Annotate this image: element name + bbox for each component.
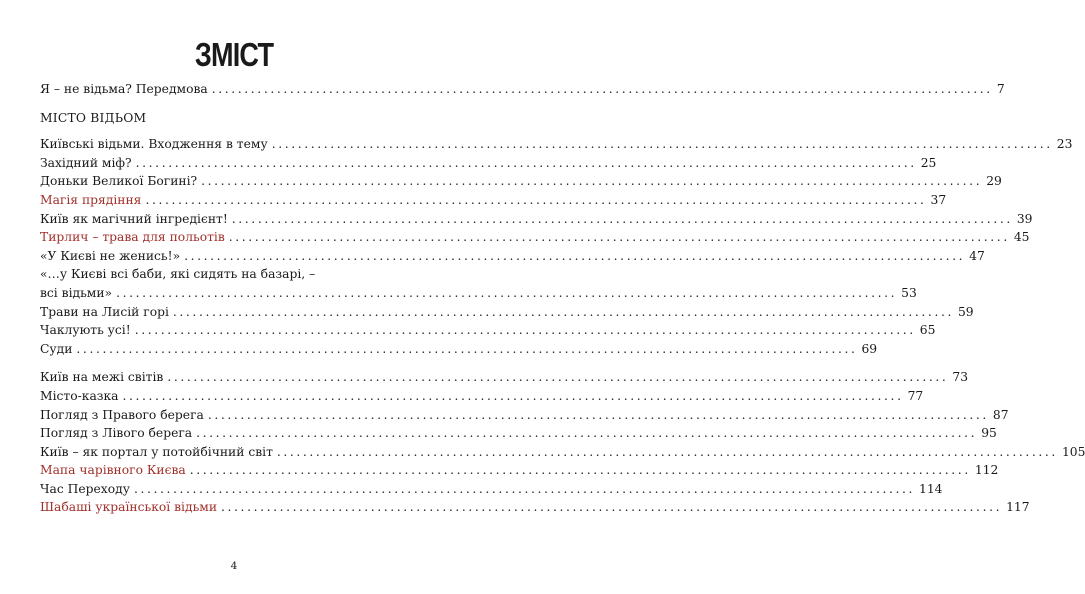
leader-dots: ........................................................................................................................ (201, 174, 983, 189)
toc-entry-page: 73 (952, 370, 969, 385)
toc-entry-label: Київські відьми. Входження в тему (40, 137, 268, 152)
toc-entry-page: 87 (992, 407, 1009, 422)
leader-dots: ........................................................................................................................ (189, 463, 971, 478)
leader-dots: ........................................................................................................................ (184, 248, 966, 263)
toc-entry[interactable] (40, 443, 1085, 462)
toc-entry-label: Погляд з Правого берега (40, 407, 204, 422)
toc-entry-label: Шабаші української відьми (40, 500, 218, 515)
toc-entry[interactable] (40, 172, 1002, 191)
toc-entry-page: 117 (1006, 500, 1030, 515)
toc-entry[interactable] (40, 480, 943, 499)
toc-entry-label: Київ на межі світів (40, 370, 164, 385)
leader-dots: ........................................................................................................................ (133, 481, 915, 496)
leader-dots: ........................................................................................................................ (135, 155, 917, 170)
toc-entry-label: Трави на Лисій горі (40, 304, 169, 319)
toc-entry-page: 112 (974, 463, 999, 478)
toc-entry-page: 53 (901, 285, 917, 300)
toc-entry-page: 69 (861, 341, 878, 356)
toc-entry[interactable] (40, 303, 974, 322)
toc-entry-label: Магія прядіння (40, 192, 142, 207)
toc-entry-page: 95 (981, 426, 997, 441)
toc-entry[interactable] (40, 228, 1030, 247)
toc-entry[interactable] (40, 154, 937, 173)
toc-entry[interactable] (40, 424, 997, 443)
toc-entry-multiline-first[interactable] (40, 265, 413, 284)
toc-entry-label: Час Переходу (40, 481, 130, 496)
toc-entry[interactable] (40, 247, 985, 266)
toc-entry-page: 39 (1016, 211, 1033, 226)
toc-entry[interactable] (40, 135, 1073, 154)
leader-dots: ........................................................................................................................ (122, 388, 904, 403)
toc-entry[interactable] (40, 321, 936, 340)
toc-entry-page: 29 (986, 174, 1002, 189)
toc-entry[interactable] (40, 210, 1033, 229)
toc-entry-multiline-second[interactable] (40, 284, 917, 303)
leader-dots: ........................................................................................................................ (76, 341, 858, 356)
toc-entry-label: Чаклують усі! (40, 323, 131, 338)
toc-entry-label: «У Києві не женись!» (40, 248, 181, 263)
toc-entry-label: Західний міф? (40, 155, 132, 170)
leader-dots: ........................................................................................................................ (228, 230, 1010, 245)
toc-entry-page: 23 (1056, 137, 1073, 152)
toc-entry[interactable] (40, 368, 969, 387)
toc-entry[interactable] (40, 340, 878, 359)
toc-entry-page: 45 (1013, 230, 1030, 245)
leader-dots: ........................................................................................................................ (221, 500, 1003, 515)
leader-dots: ........................................................................................................................ (276, 444, 1058, 459)
toc-entry-label: Суди (40, 341, 73, 356)
toc-group-1b (40, 303, 974, 359)
toc-entry-label: Я – не відьма? Передмова (40, 82, 208, 96)
page-title: ЗМІСТ (194, 36, 274, 73)
toc-entry-label: всі відьми» (40, 285, 113, 300)
toc-entry[interactable] (40, 387, 924, 406)
toc-entry-page: 47 (969, 248, 985, 263)
leader-dots: ........................................................................................................................ (167, 370, 949, 385)
leader-dots: ........................................................................................................................ (116, 285, 898, 300)
toc-entry-label: Погляд з Лівого берега (40, 426, 193, 441)
toc-entry-label: Мапа чарівного Києва (40, 463, 186, 478)
section-heading: МІСТО ВІДЬОМ (40, 110, 147, 125)
leader-dots: ........................................................................................................................ (172, 304, 954, 319)
table-of-contents (40, 80, 1085, 517)
toc-entry-label: Тирлич – трава для польотів (40, 230, 225, 245)
toc-entry[interactable] (40, 461, 999, 480)
toc-entry-page: 105 (1061, 444, 1085, 459)
leader-dots: ........................................................................................................................ (231, 211, 1013, 226)
leader-dots: ........................................................................................................................ (207, 407, 989, 422)
toc-entry-page: 77 (907, 388, 924, 403)
toc-entry-page: 25 (920, 155, 937, 170)
toc-group-2 (40, 368, 1085, 517)
toc-entry-page: 114 (919, 481, 943, 496)
toc-entry-label: Місто-казка (40, 388, 119, 403)
toc-entry-page: 37 (930, 192, 947, 207)
toc-entry-label: Київ як магічний інгредієнт! (40, 211, 228, 226)
toc-entry-page: 7 (996, 82, 1005, 96)
leader-dots: ........................................................................................................................ (145, 192, 927, 207)
leader-dots: ........................................................................................................................ (211, 82, 993, 96)
leader-dots: ........................................................................................................................ (196, 426, 978, 441)
toc-entry-preface[interactable] (40, 80, 1005, 99)
toc-entry-label: Доньки Великої Богині? (40, 174, 198, 189)
toc-entry-page: 65 (919, 323, 936, 338)
toc-entry-page: 59 (957, 304, 974, 319)
toc-entry[interactable] (40, 406, 1009, 425)
leader-dots: ........................................................................................................................ (134, 323, 916, 338)
leader-dots: ........................................................................................................................ (271, 137, 1053, 152)
toc-entry-label: «…у Києві всі баби, які сидять на базарі, – (40, 267, 316, 282)
page-number: 4 (230, 560, 238, 572)
toc-entry[interactable] (40, 191, 947, 210)
toc-entry-label: Київ – як портал у потойбічний світ (40, 444, 273, 459)
toc-entry[interactable] (40, 498, 1030, 517)
toc-group-1 (40, 135, 1073, 265)
